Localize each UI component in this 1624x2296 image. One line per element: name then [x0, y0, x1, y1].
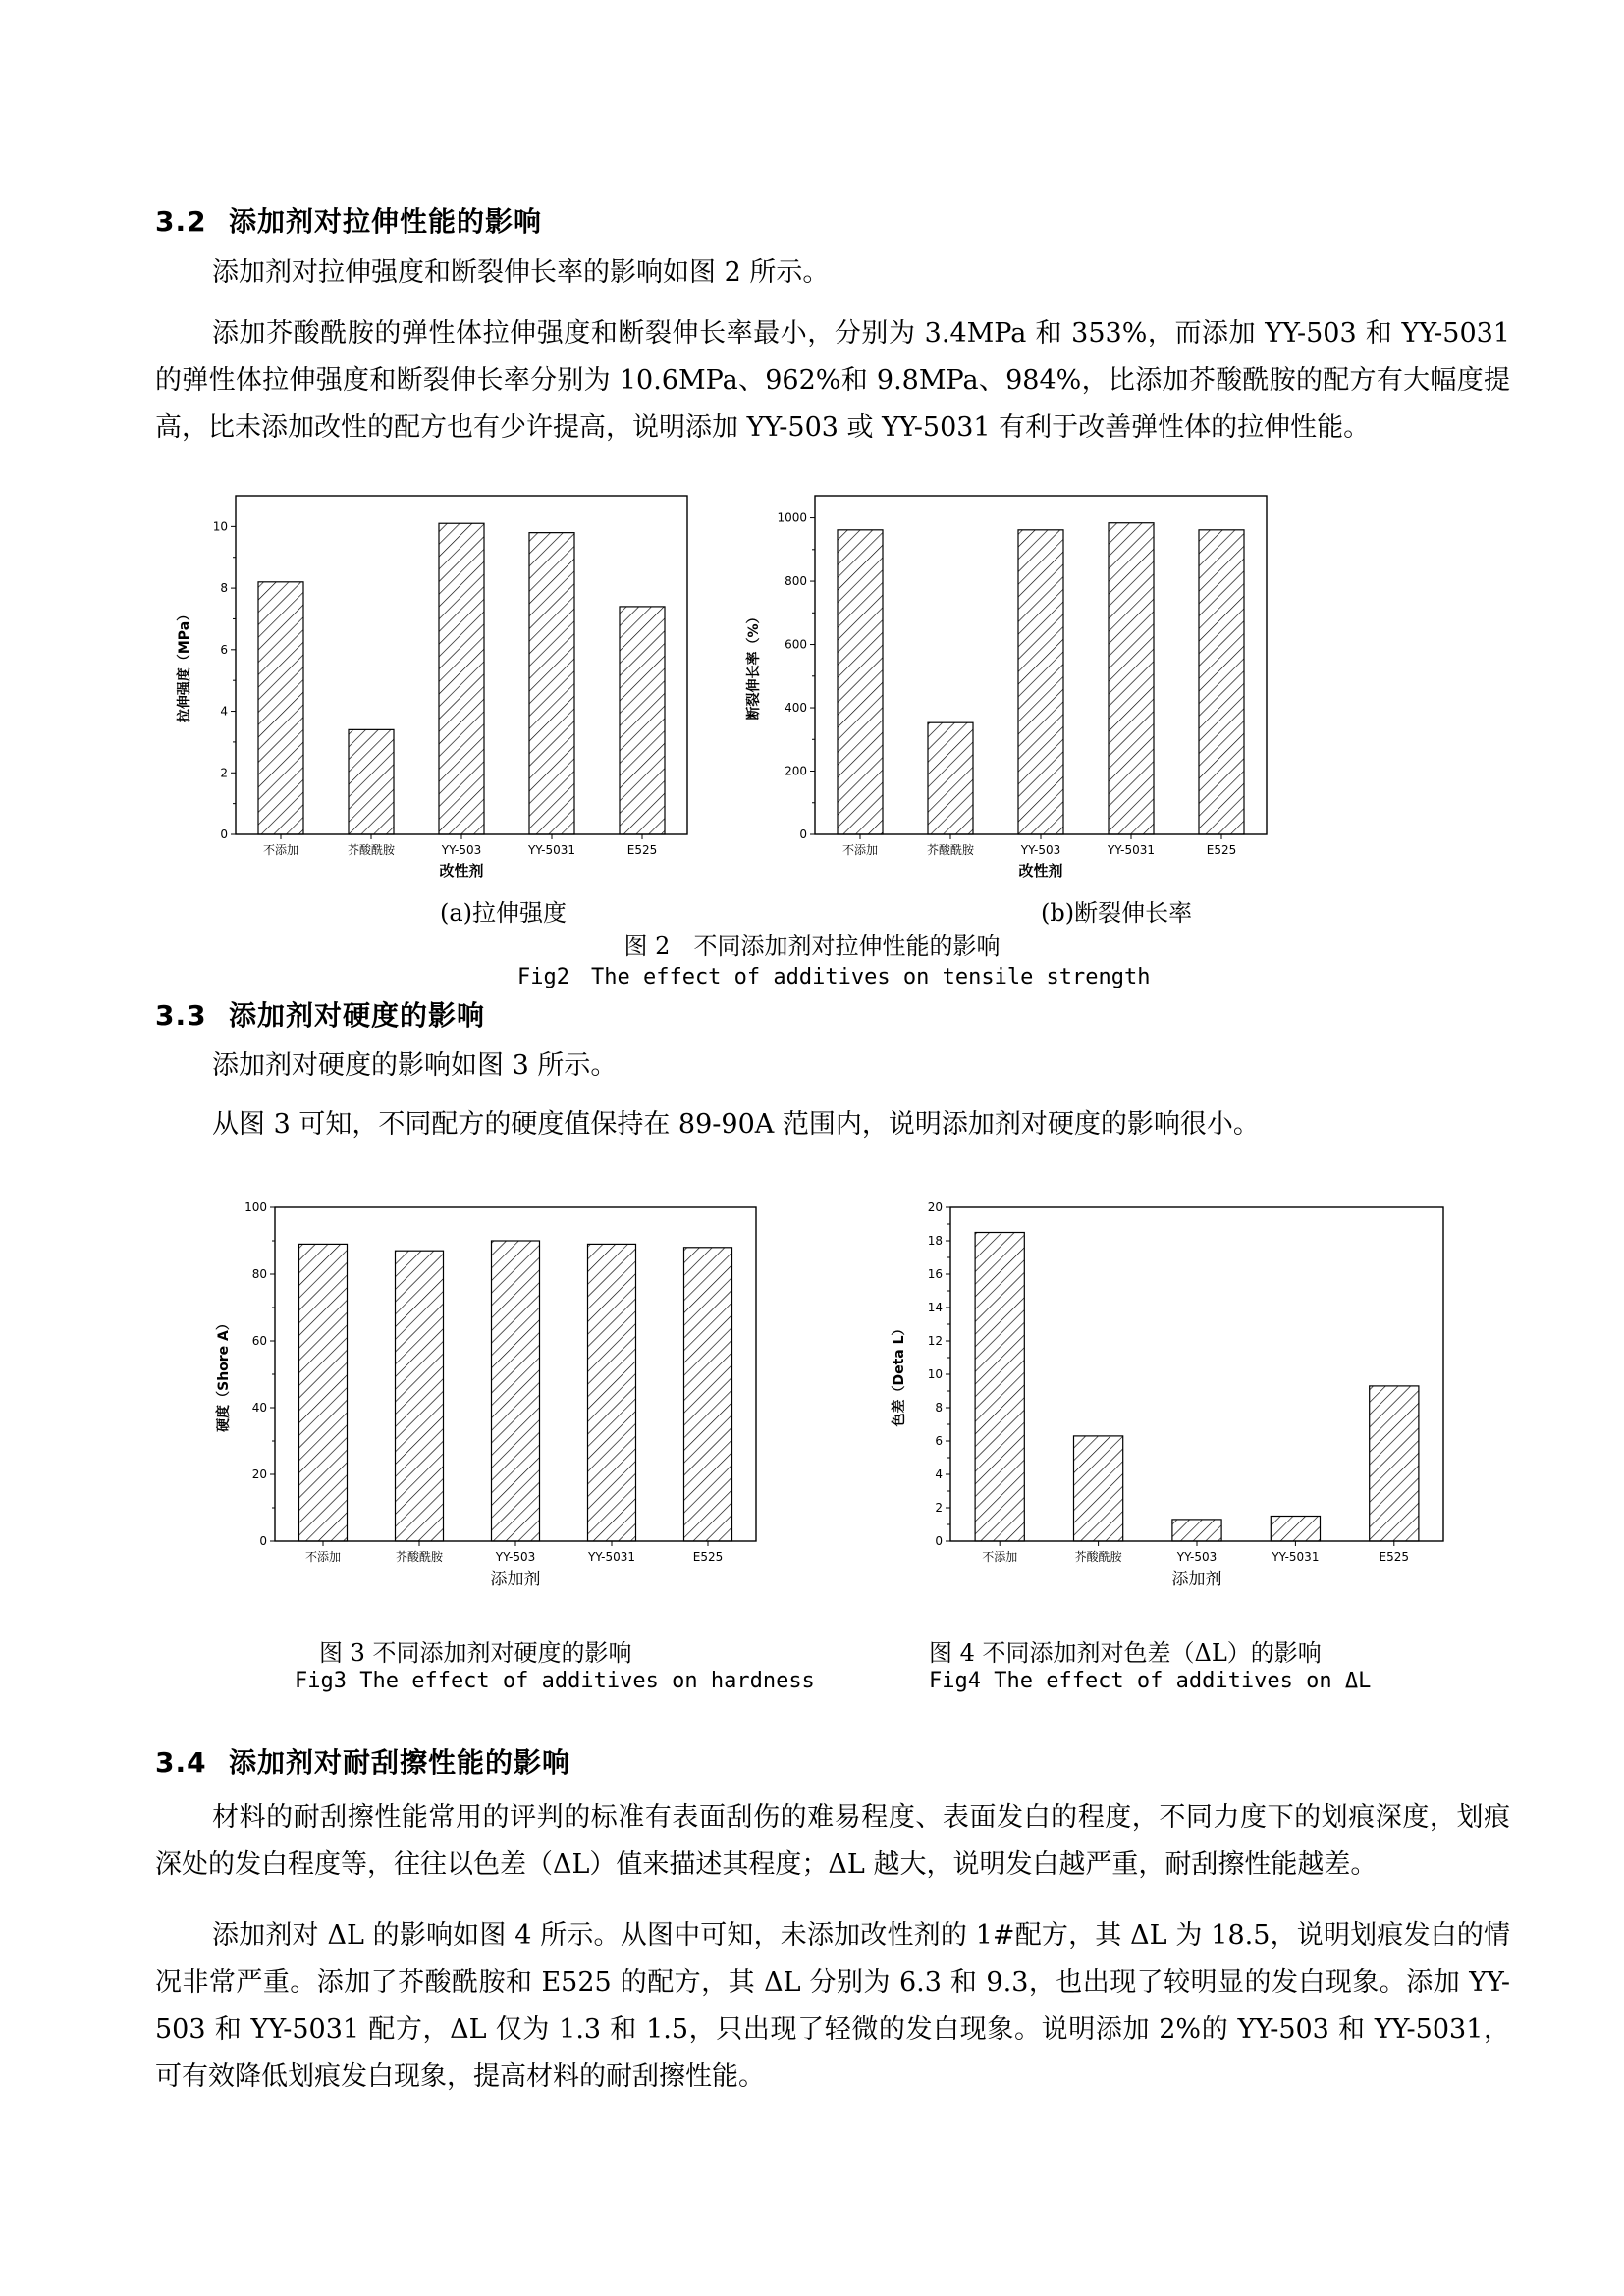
paragraph-3-2-2: 添加芥酸酰胺的弹性体拉伸强度和断裂伸长率最小，分别为 3.4MPa 和 353%，而添加 YY-503 和 YY-5031 的弹性体拉伸强度和断裂伸长率分别为 10.6MPa、962%和 9.8MPa、984%，比添加芥酸酰胺的配方有大幅度提高，比未添加改性的配方也有少许提高，说明添加 YY-503 或 YY-5031 有利于改善弹性体的拉伸性能。: [155, 318, 1510, 443]
bar-1: [928, 722, 973, 834]
x-tick-label: E525: [1379, 1550, 1410, 1564]
fig2b-subcaption: (b)断裂伸长率: [1041, 899, 1193, 927]
y-tick-label: 6: [220, 642, 228, 657]
chart-hardness: [196, 1188, 766, 1620]
fig2-caption-cn: 图 2 不同添加剂对拉伸性能的影响: [623, 933, 1001, 960]
paragraph-3-4-1: 材料的耐刮擦性能常用的评判的标准有表面刮伤的难易程度、表面发白的程度，不同力度下的划痕深度，划痕深处的发白程度等，往往以色差（ΔL）值来描述其程度；ΔL 越大，说明发白越严重，耐刮擦性能越差。: [155, 1802, 1510, 1880]
fig4-caption-cn: 图 4 不同添加剂对色差（ΔL）的影响: [929, 1639, 1322, 1667]
fig2a-subcaption: (a)拉伸强度: [440, 899, 568, 927]
x-axis-label: 改性剂: [1018, 862, 1063, 880]
x-axis-label: 改性剂: [439, 862, 484, 880]
x-tick-label: YY-5031: [1272, 1550, 1320, 1564]
x-tick-label: E525: [1206, 843, 1237, 857]
bar-1: [396, 1251, 444, 1541]
section-title: 添加剂对耐刮擦性能的影响: [229, 1746, 571, 1779]
y-tick-label: 40: [251, 1401, 267, 1415]
y-axis-label: 拉伸强度（MPa）: [177, 607, 192, 723]
section-3-2-heading: [155, 200, 542, 240]
x-tick-label: YY-503: [441, 843, 482, 857]
y-tick-label: 8: [220, 581, 228, 596]
chart-color-difference: [884, 1188, 1453, 1620]
bar-3: [588, 1244, 636, 1541]
section-title: 添加剂对拉伸性能的影响: [229, 205, 543, 238]
bar-0: [258, 582, 303, 834]
bar-3: [1109, 523, 1154, 834]
x-tick-label: YY-5031: [527, 843, 576, 857]
x-tick-label: 芥酸酰胺: [347, 843, 396, 857]
bar-3: [529, 533, 574, 834]
y-tick-label: 0: [799, 828, 807, 841]
bar-0: [838, 530, 883, 834]
y-tick-label: 800: [785, 574, 807, 589]
section-title: 添加剂对硬度的影响: [229, 999, 486, 1032]
y-axis-label: 断裂伸长率（%）: [746, 610, 762, 721]
bar-0: [975, 1233, 1024, 1542]
x-tick-label: 芥酸酰胺: [395, 1550, 444, 1564]
bar-4: [1199, 530, 1244, 834]
x-tick-label: 芥酸酰胺: [1074, 1550, 1122, 1564]
x-tick-label: YY-503: [495, 1550, 536, 1564]
y-tick-label: 10: [927, 1367, 943, 1381]
y-tick-label: 20: [927, 1201, 943, 1214]
x-tick-label: 芥酸酰胺: [926, 843, 975, 857]
paragraph-3-2-1: 添加剂对拉伸强度和断裂伸长率的影响如图 2 所示。: [212, 257, 830, 288]
x-axis-label: 添加剂: [490, 1570, 541, 1589]
x-tick-label: E525: [692, 1550, 724, 1564]
y-tick-label: 0: [935, 1534, 943, 1548]
bar-4: [684, 1248, 732, 1541]
fig2-caption-en: Fig2 The effect of additives on tensile strength: [517, 965, 1151, 989]
y-tick-label: 0: [220, 828, 228, 841]
fig4-caption-en: Fig4 The effect of additives on ΔL: [929, 1669, 1372, 1693]
bar-0: [299, 1244, 348, 1541]
y-tick-label: 10: [212, 519, 228, 534]
y-tick-label: 600: [785, 637, 807, 652]
y-tick-label: 2: [935, 1501, 943, 1515]
x-tick-label: YY-5031: [1107, 843, 1156, 857]
section-number: 3.3: [155, 999, 207, 1032]
fig3-caption-cn: 图 3 不同添加剂对硬度的影响: [319, 1639, 632, 1667]
bar-1: [1074, 1436, 1123, 1541]
x-tick-label: YY-5031: [587, 1550, 636, 1564]
y-tick-label: 400: [785, 701, 807, 716]
y-tick-label: 18: [927, 1234, 943, 1248]
x-tick-label: 不添加: [304, 1550, 342, 1564]
y-tick-label: 80: [251, 1267, 267, 1281]
y-tick-label: 0: [259, 1534, 267, 1548]
bar-4: [1370, 1386, 1419, 1541]
y-tick-label: 100: [244, 1201, 267, 1214]
bar-2: [492, 1241, 540, 1541]
y-axis-label: 色差（Deta L）: [892, 1321, 907, 1427]
paragraph-3-3-1: 添加剂对硬度的影响如图 3 所示。: [212, 1050, 618, 1081]
paragraph-3-4-2: 添加剂对 ΔL 的影响如图 4 所示。从图中可知，未添加改性剂的 1#配方，其 ΔL 为 18.5，说明划痕发白的情况非常严重。添加了芥酸酰胺和 E525 的配方，其 ΔL 分别为 6.3 和 9.3，也出现了较明显的发白现象。添加 YY-503 和 YY-5031 配方，ΔL 仅为 1.3 和 1.5，只出现了轻微的发白现象。说明添加 2%的 YY-503 和 YY-5031，可有效降低划痕发白现象，提高材料的耐刮擦性能。: [155, 1920, 1510, 2092]
y-tick-label: 6: [935, 1434, 943, 1448]
bar-3: [1271, 1517, 1320, 1542]
paragraph-3-3-2: 从图 3 可知，不同配方的硬度值保持在 89-90A 范围内，说明添加剂对硬度的影响很小。: [212, 1109, 1260, 1140]
x-tick-label: YY-503: [1020, 843, 1061, 857]
bar-4: [620, 607, 665, 834]
bar-2: [439, 523, 484, 834]
y-tick-label: 16: [927, 1267, 943, 1281]
y-axis-label: 硬度（Shore A）: [216, 1316, 232, 1432]
y-tick-label: 1000: [777, 510, 807, 525]
y-tick-label: 2: [220, 766, 228, 780]
x-tick-label: 不添加: [262, 843, 299, 857]
chart-tensile-strength: [167, 491, 697, 893]
x-axis-label: 添加剂: [1171, 1570, 1222, 1589]
bar-1: [349, 729, 394, 834]
y-tick-label: 12: [927, 1334, 943, 1348]
section-number: 3.4: [155, 1746, 207, 1779]
x-tick-label: 不添加: [841, 843, 879, 857]
y-tick-label: 4: [220, 704, 228, 719]
section-3-4-heading: [155, 1741, 570, 1781]
y-tick-label: 4: [935, 1468, 943, 1481]
x-tick-label: E525: [626, 843, 658, 857]
section-3-3-heading: [155, 994, 485, 1034]
bar-2: [1018, 530, 1063, 834]
chart-elongation-at-break: [736, 491, 1276, 893]
y-tick-label: 20: [251, 1468, 267, 1481]
y-tick-label: 200: [785, 764, 807, 778]
fig3-caption-en: Fig3 The effect of additives on hardness: [295, 1669, 815, 1693]
y-tick-label: 14: [927, 1301, 943, 1314]
y-tick-label: 60: [251, 1334, 267, 1348]
bar-2: [1172, 1520, 1221, 1541]
y-tick-label: 8: [935, 1401, 943, 1415]
section-number: 3.2: [155, 205, 207, 238]
x-tick-label: YY-503: [1176, 1550, 1218, 1564]
x-tick-label: 不添加: [982, 1550, 1018, 1564]
